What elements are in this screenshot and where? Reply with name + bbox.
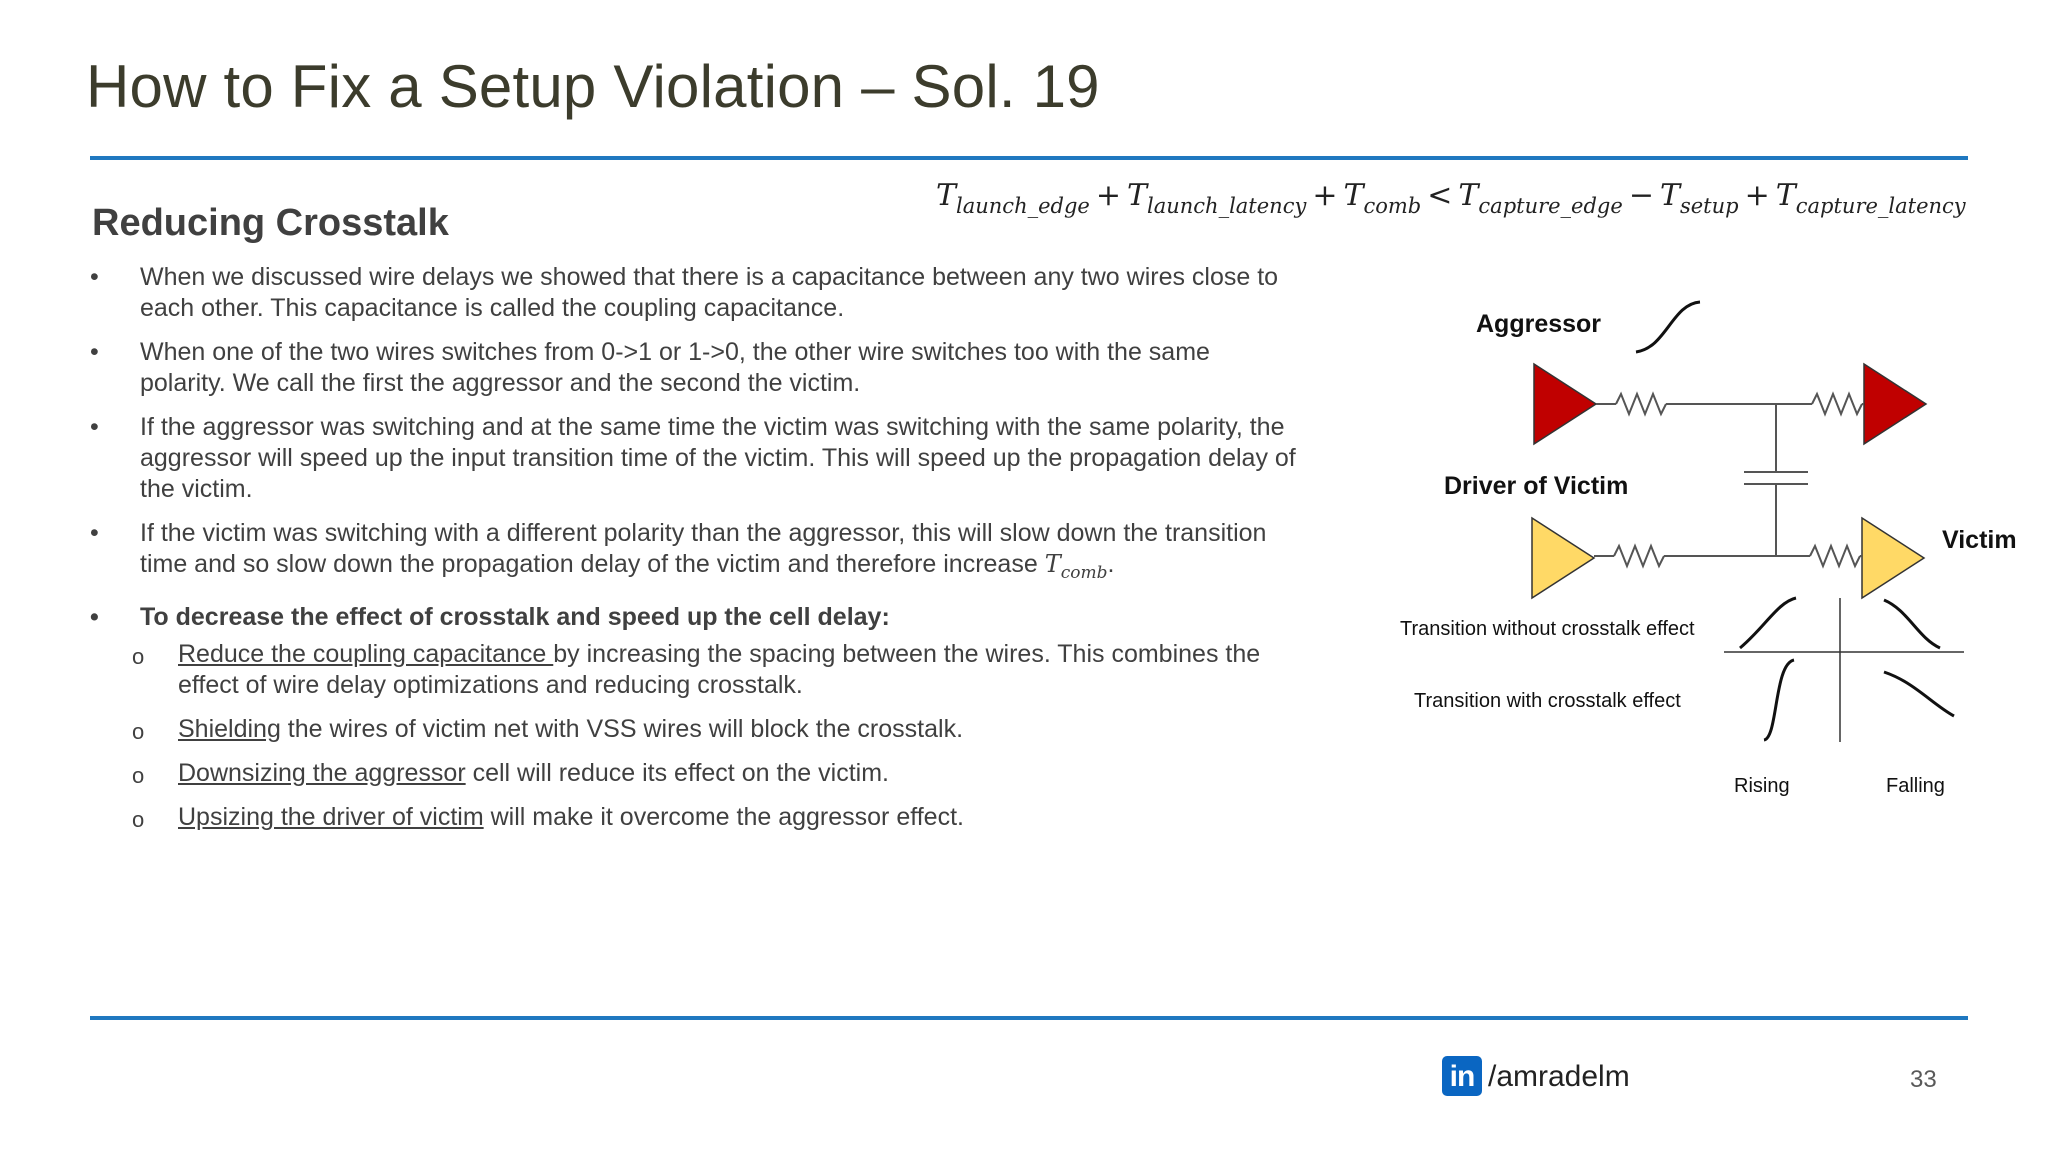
- bullet-glyph: •: [90, 338, 99, 366]
- bottom-rule: [90, 1016, 1968, 1020]
- top-rule: [90, 156, 1968, 160]
- bullet-text: To decrease the effect of crosstalk and speed up the cell delay:: [140, 603, 890, 631]
- sub-bullet-link[interactable]: Downsizing the aggressor: [178, 759, 466, 787]
- sub-bullet-text: by increasing the spacing between the wires. This combines the effect of wire delay optimizations and reducing crosstalk.: [178, 640, 1261, 699]
- sub-bullet-link[interactable]: Reduce the coupling capacitance: [178, 640, 554, 668]
- victim-wire: [1594, 546, 1862, 566]
- formula-operator: −: [1628, 178, 1654, 213]
- linkedin-handle[interactable]: /amradelm: [1488, 1060, 1630, 1093]
- transition-without-label: Transition without crosstalk effect: [1400, 618, 1695, 640]
- falling-slow-waveform: [1884, 600, 1940, 648]
- transition-with-label: Transition with crosstalk effect: [1414, 690, 1681, 712]
- slide-title: How to Fix a Setup Violation – Sol. 19: [86, 53, 1100, 120]
- formula-operator: +: [1312, 178, 1338, 213]
- formula-operator: +: [1744, 178, 1770, 213]
- sub-bullet-glyph: o: [132, 644, 145, 669]
- bullet-text: When one of the two wires switches from 0->1 or 1->0, the other wire switches too with the same polarity. We call the first the aggressor and the second the victim.: [140, 338, 1210, 397]
- aggressor-receiver-buffer: [1864, 364, 1926, 444]
- tcomb-math: $T_{comb}$: [1044, 550, 1108, 583]
- driver-of-victim-label: Driver of Victim: [1444, 472, 1629, 500]
- bullet-text: If the victim was switching with a different polarity than the aggressor, this will slow down the transition time and so slow down the propagation delay of the victim and therefore increase: [140, 519, 1267, 578]
- aggressor-driver-buffer: [1534, 364, 1596, 444]
- sub-bullet-glyph: o: [132, 719, 145, 744]
- bullet-glyph: •: [90, 603, 99, 631]
- bullet-item: • If the victim was switching with a different polarity than the aggressor, this will slow down the transition time and so slow down the propagation delay of the victim and therefore increase $T_{comb}$.: [90, 519, 1267, 583]
- sub-bullet-text: will make it overcome the aggressor effect.: [483, 803, 964, 831]
- aggressor-net: [1534, 364, 1926, 472]
- sub-bullet-item: [88, 714, 1298, 745]
- sub-bullet-glyph: o: [132, 807, 145, 832]
- formula-operator: <: [1427, 178, 1453, 213]
- linkedin-icon[interactable]: in: [1442, 1056, 1482, 1096]
- formula-term: $T_{comb}$: [1343, 178, 1422, 218]
- bullet-glyph: •: [90, 263, 99, 291]
- sub-bullet-item: [88, 639, 1298, 701]
- coupling-capacitor: [1744, 472, 1808, 556]
- setup-timing-formula: [936, 178, 1968, 238]
- sub-bullet-text: cell will reduce its effect on the victim.: [465, 759, 889, 787]
- bullet-item: [88, 337, 1298, 399]
- rising-label: Rising: [1734, 775, 1790, 797]
- page-number: 33: [1910, 1066, 1937, 1093]
- victim-receiver-buffer: [1862, 518, 1924, 598]
- waveform-axes: [1724, 598, 1964, 742]
- sub-bullet-text: the wires of victim net with VSS wires will block the crosstalk.: [280, 715, 964, 743]
- sub-bullet-item: [88, 802, 1298, 833]
- sub-bullet-link[interactable]: Upsizing the driver of victim: [178, 803, 484, 831]
- victim-driver-buffer: [1532, 518, 1594, 598]
- victim-net: [1532, 518, 1924, 598]
- rising-slow-waveform: [1740, 598, 1796, 648]
- sub-bullet-link[interactable]: Shielding: [178, 715, 281, 743]
- formula-term: $T_{setup}$: [1659, 178, 1739, 218]
- rising-fast-waveform: [1764, 660, 1794, 740]
- aggressor-label: Aggressor: [1476, 310, 1602, 338]
- formula-term: $T_{launch\_latency}$: [1126, 178, 1307, 218]
- bullet-list: [88, 262, 1298, 846]
- falling-fast-waveform: [1884, 672, 1954, 716]
- formula-operator: +: [1095, 178, 1121, 213]
- formula-term: $T_{capture\_latency}$: [1775, 178, 1966, 218]
- falling-label: Falling: [1886, 775, 1945, 797]
- bullet-glyph: •: [90, 519, 99, 547]
- sub-bullet-item: [88, 758, 1298, 789]
- aggressor-transition-icon: [1636, 302, 1700, 352]
- victim-label: Victim: [1942, 526, 2017, 554]
- bullet-item: [88, 602, 1298, 633]
- aggressor-wire: [1596, 394, 1864, 472]
- bullet-text: When we discussed wire delays we showed that there is a capacitance between any two wires close to each other. This capacitance is called the coupling capacitance.: [140, 263, 1279, 322]
- crosstalk-diagram: [1380, 280, 2020, 820]
- formula-term: $T_{launch\_edge}$: [936, 178, 1090, 218]
- sub-bullet-container: [88, 639, 1298, 833]
- bullet-glyph: •: [90, 413, 99, 441]
- bullet-text: If the aggressor was switching and at the same time the victim was switching with the same polarity, the aggressor will speed up the input transition time of the victim. This will speed up the propagation delay of the victim.: [140, 413, 1296, 503]
- section-heading: Reducing Crosstalk: [92, 202, 449, 244]
- formula-term: $T_{capture\_edge}$: [1458, 178, 1623, 218]
- bullet-item: [88, 262, 1298, 324]
- sub-bullet-glyph: o: [132, 763, 145, 788]
- sub-bullet-list: [88, 639, 1298, 833]
- bullet-item: [88, 412, 1298, 505]
